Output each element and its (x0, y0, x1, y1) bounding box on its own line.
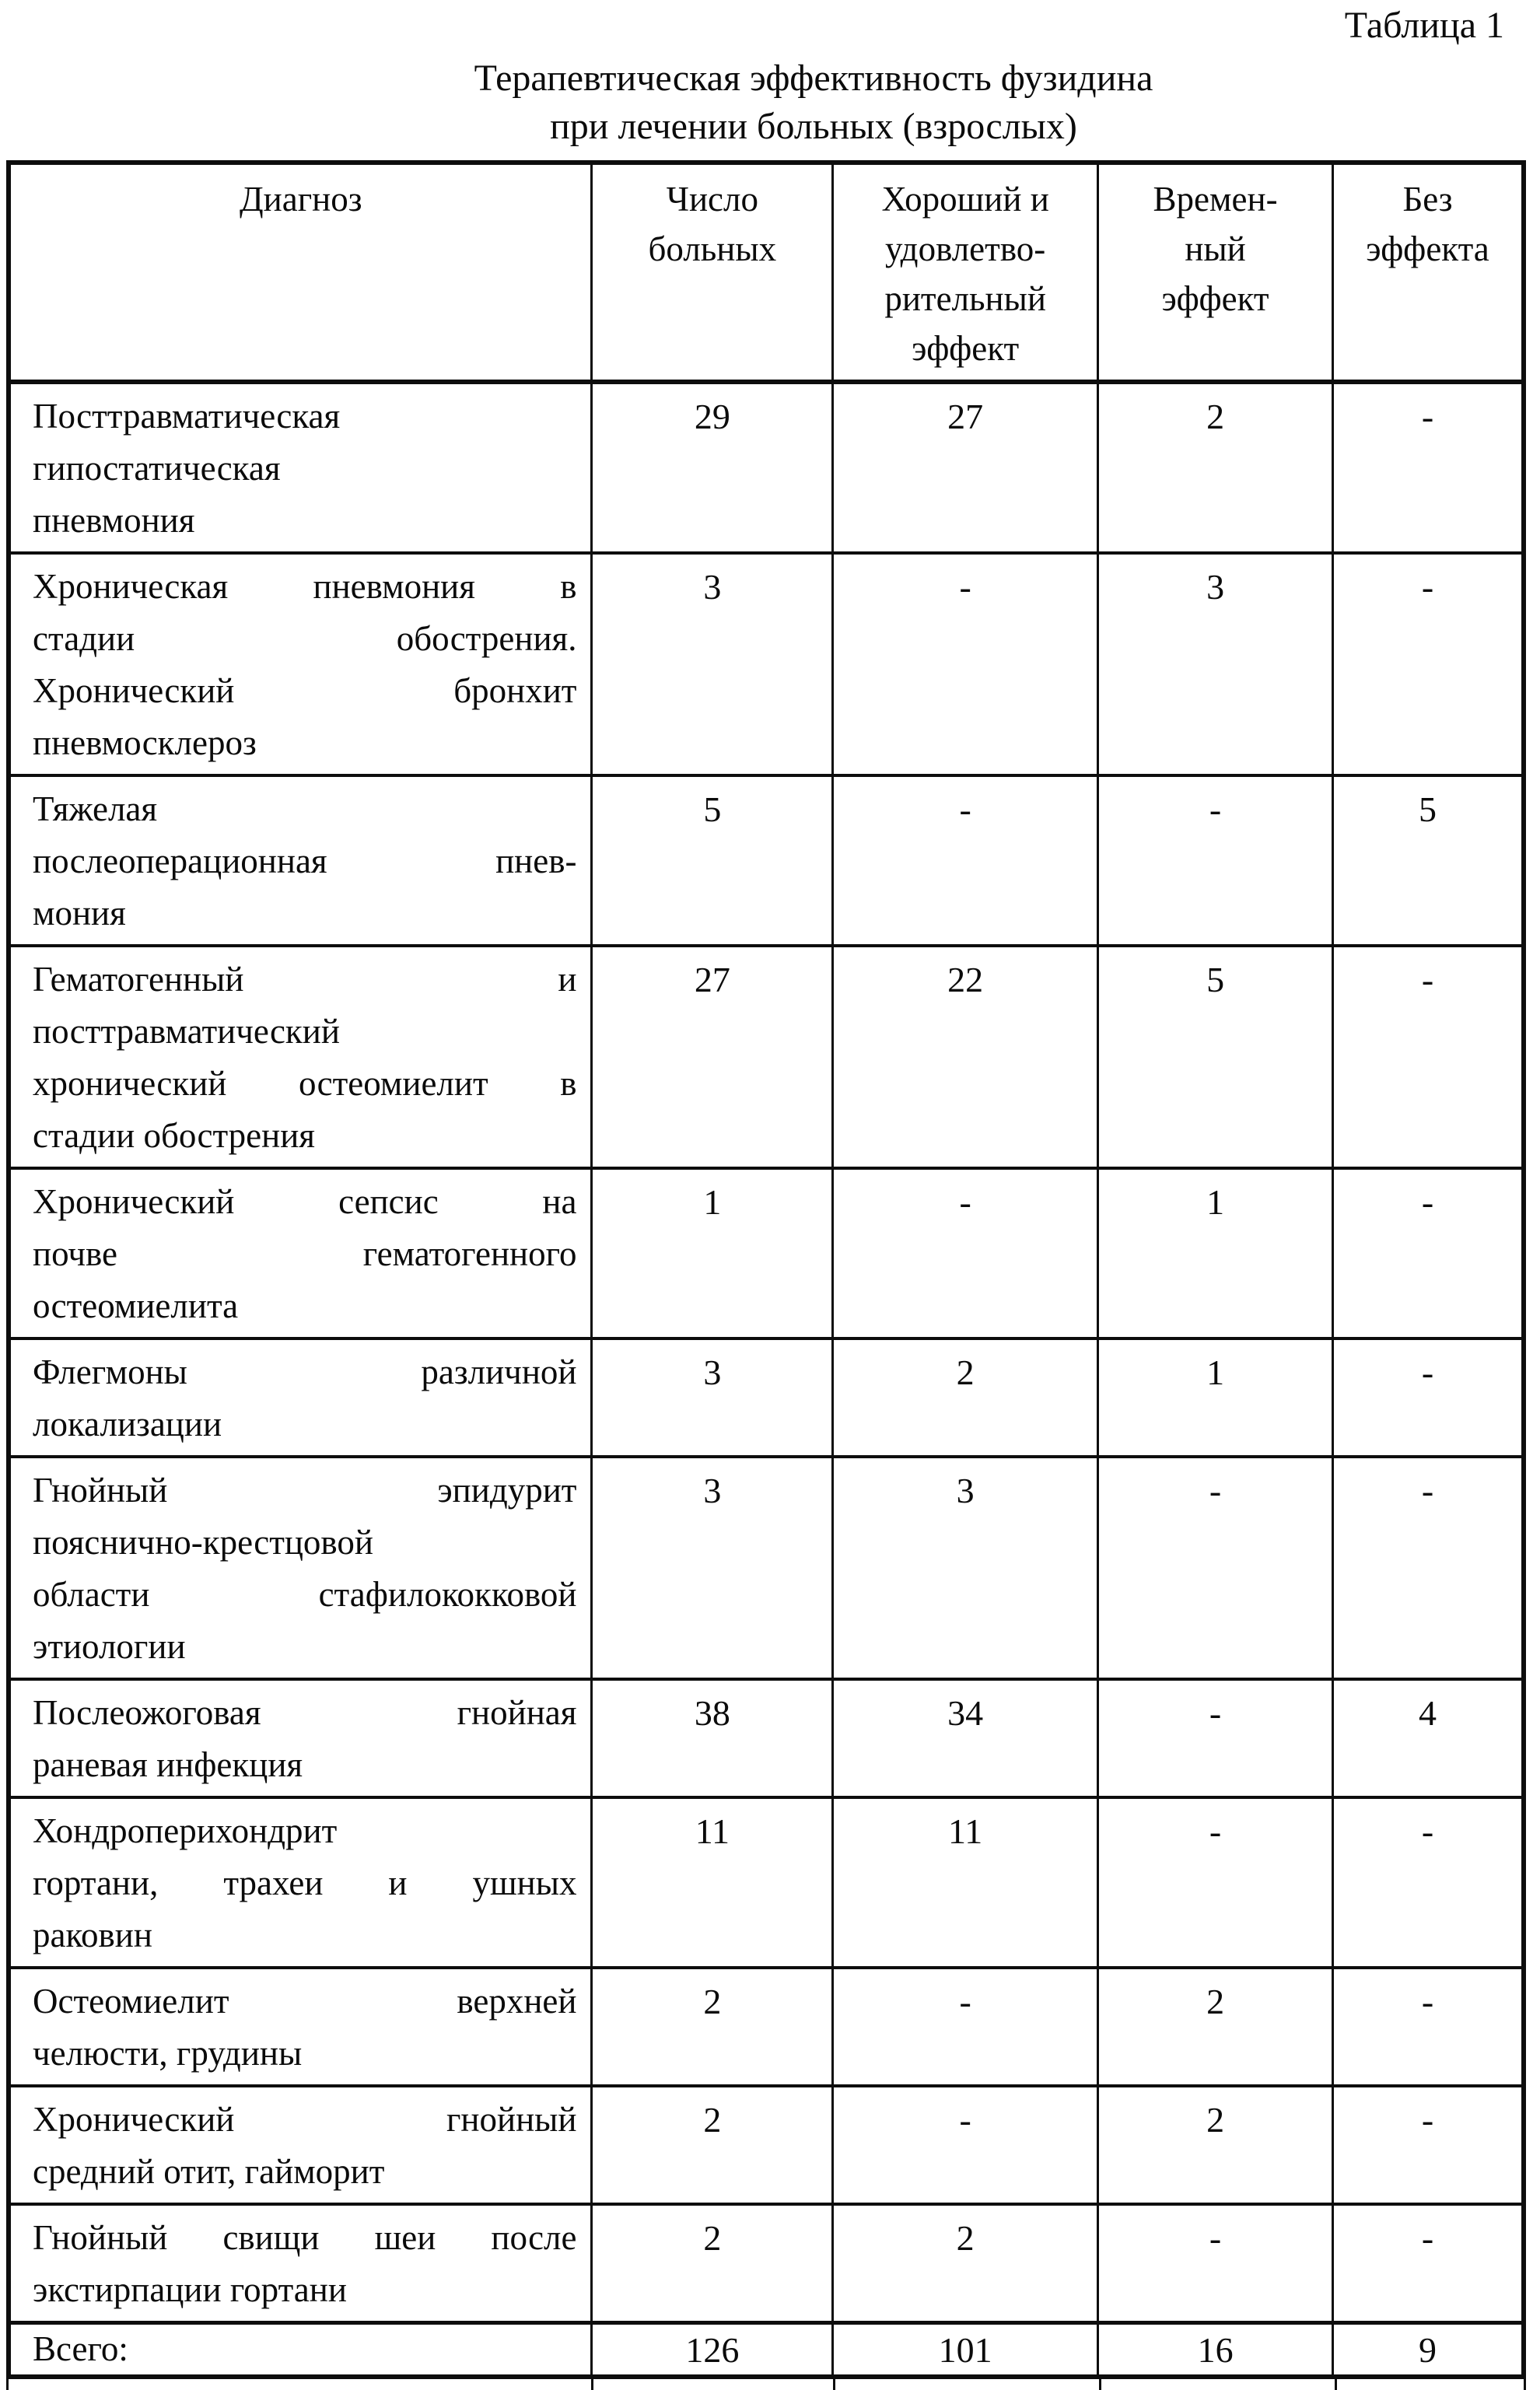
good-effect-cell: - (833, 1968, 1098, 2086)
no-effect-cell: - (1333, 382, 1524, 553)
good-effect-cell: - (833, 2086, 1098, 2204)
patients-count-cell: 3 (592, 1338, 833, 1457)
diagnosis-line: Хронический гнойный (33, 2100, 577, 2139)
document-title-line-1: Терапевтическая эффективность фузидина (474, 58, 1153, 99)
table-row (9, 946, 1524, 1168)
header-line: Число (666, 180, 758, 219)
table-row (9, 553, 1524, 775)
diagnosis-line: раковин (33, 1916, 152, 1954)
table-row (9, 1168, 1524, 1338)
no-effect-cell: - (1333, 2204, 1524, 2323)
table-continuation-stub (1099, 2379, 1101, 2390)
good-effect-cell: 22 (833, 946, 1098, 1168)
total-temporary-effect-cell: 16 (1098, 2323, 1333, 2378)
good-effect-cell: 2 (833, 1338, 1098, 1457)
diagnosis-line: Остеомиелит верхней (33, 1982, 577, 2021)
temporary-effect-cell: 1 (1098, 1168, 1333, 1338)
temporary-effect-cell: 1 (1098, 1338, 1333, 1457)
diagnosis-line: челюсти, грудины (33, 2034, 303, 2073)
patients-count-cell: 11 (592, 1797, 833, 1968)
diagnosis-cell (9, 1457, 592, 1679)
table-row (9, 1338, 1524, 1457)
header-line: удовлетво- (885, 229, 1046, 268)
no-effect-cell: - (1333, 2086, 1524, 2204)
no-effect-cell: - (1333, 1168, 1524, 1338)
temporary-effect-cell: 5 (1098, 946, 1333, 1168)
total-label-cell: Всего: (9, 2323, 592, 2378)
effectiveness-table (6, 160, 1526, 2379)
col-header-diagnosis (9, 163, 592, 382)
header-line: больных (648, 229, 777, 268)
diagnosis-line: стадии обострения (33, 1116, 316, 1155)
col-header-good-effect (833, 163, 1098, 382)
no-effect-cell: - (1333, 1797, 1524, 1968)
patients-count-cell: 27 (592, 946, 833, 1168)
diagnosis-line: Посттравматическая (33, 397, 341, 436)
header-line: ный (1185, 229, 1246, 268)
diagnosis-line: посттравматический (33, 1012, 340, 1051)
table-row (9, 1457, 1524, 1679)
diagnosis-line: Хронический сепсис на (33, 1182, 577, 1221)
diagnosis-line: Гнойный свищи шеи после (33, 2218, 577, 2257)
diagnosis-line: Хондроперихондрит (33, 1811, 338, 1850)
table-row (9, 2204, 1524, 2323)
diagnosis-line: Гематогенный и (33, 960, 577, 999)
patients-count-cell: 2 (592, 1968, 833, 2086)
header-line: Диагноз (239, 180, 362, 219)
table-row (9, 1968, 1524, 2086)
diagnosis-line: этиологии (33, 1627, 186, 1666)
diagnosis-line: хронический остеомиелит в (33, 1064, 577, 1103)
patients-count-cell: 5 (592, 775, 833, 946)
temporary-effect-cell: 3 (1098, 553, 1333, 775)
diagnosis-line: почве гематогенного (33, 1234, 577, 1273)
diagnosis-line: Послеожоговая гнойная (33, 1693, 577, 1732)
document-title (0, 54, 1540, 151)
good-effect-cell: - (833, 553, 1098, 775)
good-effect-cell: 34 (833, 1679, 1098, 1797)
total-patients-cell: 126 (592, 2323, 833, 2378)
temporary-effect-cell: - (1098, 1679, 1333, 1797)
diagnosis-cell (9, 382, 592, 553)
diagnosis-cell (9, 775, 592, 946)
col-header-patients (592, 163, 833, 382)
diagnosis-line: стадии обострения. (33, 619, 577, 658)
temporary-effect-cell: - (1098, 2204, 1333, 2323)
temporary-effect-cell: 2 (1098, 1968, 1333, 2086)
table-row (9, 775, 1524, 946)
header-line: рительный (884, 279, 1046, 318)
no-effect-cell: - (1333, 1968, 1524, 2086)
table-continuation-stubs (6, 2379, 1526, 2390)
diagnosis-cell (9, 2086, 592, 2204)
diagnosis-line: Флегмоны различной (33, 1352, 577, 1391)
diagnosis-line: пневмония (33, 501, 195, 540)
patients-count-cell: 3 (592, 553, 833, 775)
temporary-effect-cell: 2 (1098, 2086, 1333, 2204)
diagnosis-line: раневая инфекция (33, 1745, 303, 1784)
diagnosis-line: Хроническая пневмония в (33, 567, 577, 606)
table-continuation-stub (1524, 2379, 1526, 2390)
document-title-line-2: при лечении больных (взрослых) (550, 106, 1077, 147)
diagnosis-line: средний отит, гайморит (33, 2152, 385, 2191)
diagnosis-cell (9, 1797, 592, 1968)
total-no-effect-cell: 9 (1333, 2323, 1524, 2378)
diagnosis-line: Тяжелая (33, 789, 158, 828)
table-row (9, 1679, 1524, 1797)
diagnosis-line: послеоперационная пнев- (33, 842, 577, 880)
temporary-effect-cell: - (1098, 1457, 1333, 1679)
diagnosis-line: области стафилококковой (33, 1575, 577, 1614)
patients-count-cell: 29 (592, 382, 833, 553)
temporary-effect-cell: 2 (1098, 382, 1333, 553)
table-continuation-stub (591, 2379, 593, 2390)
diagnosis-cell (9, 1679, 592, 1797)
table-number-label: Таблица 1 (1344, 5, 1504, 46)
header-line: эффект (1161, 279, 1269, 318)
patients-count-cell: 2 (592, 2204, 833, 2323)
diagnosis-cell (9, 553, 592, 775)
no-effect-cell: - (1333, 1338, 1524, 1457)
good-effect-cell: 3 (833, 1457, 1098, 1679)
no-effect-cell: 5 (1333, 775, 1524, 946)
total-row (9, 2323, 1524, 2378)
patients-count-cell: 1 (592, 1168, 833, 1338)
diagnosis-line: локализации (33, 1405, 222, 1443)
table-continuation-stub (6, 2379, 9, 2390)
diagnosis-cell (9, 1968, 592, 2086)
good-effect-cell: - (833, 1168, 1098, 1338)
total-good-effect-cell: 101 (833, 2323, 1098, 2378)
diagnosis-cell (9, 1338, 592, 1457)
table-row (9, 382, 1524, 553)
temporary-effect-cell: - (1098, 775, 1333, 946)
good-effect-cell: 11 (833, 1797, 1098, 1968)
header-line: Времен- (1153, 180, 1278, 219)
diagnosis-line: Хронический бронхит (33, 671, 577, 710)
diagnosis-line: экстирпации гортани (33, 2270, 347, 2309)
good-effect-cell: 27 (833, 382, 1098, 553)
table-row (9, 2086, 1524, 2204)
table-continuation-stub (833, 2379, 835, 2390)
no-effect-cell: - (1333, 553, 1524, 775)
diagnosis-line: пневмосклероз (33, 723, 257, 762)
good-effect-cell: 2 (833, 2204, 1098, 2323)
patients-count-cell: 2 (592, 2086, 833, 2204)
diagnosis-line: пояснично-крестцовой (33, 1523, 373, 1562)
table-row (9, 1797, 1524, 1968)
col-header-temporary-effect (1098, 163, 1333, 382)
header-line: Без (1402, 180, 1453, 219)
header-line: Хороший и (881, 180, 1049, 219)
diagnosis-cell (9, 946, 592, 1168)
diagnosis-line: остеомиелита (33, 1286, 239, 1325)
no-effect-cell: - (1333, 946, 1524, 1168)
no-effect-cell: - (1333, 1457, 1524, 1679)
diagnosis-line: Гнойный эпидурит (33, 1471, 577, 1510)
header-line: эффект (912, 329, 1020, 368)
header-line: эффекта (1366, 229, 1489, 268)
col-header-no-effect (1333, 163, 1524, 382)
patients-count-cell: 3 (592, 1457, 833, 1679)
no-effect-cell: 4 (1333, 1679, 1524, 1797)
diagnosis-line: мония (33, 894, 126, 933)
table-continuation-stub (1335, 2379, 1337, 2390)
diagnosis-line: гортани, трахеи и ушных (33, 1863, 577, 1902)
good-effect-cell: - (833, 775, 1098, 946)
patients-count-cell: 38 (592, 1679, 833, 1797)
diagnosis-cell (9, 1168, 592, 1338)
header-row (9, 163, 1524, 382)
diagnosis-cell (9, 2204, 592, 2323)
diagnosis-line: гипостатическая (33, 449, 281, 488)
temporary-effect-cell: - (1098, 1797, 1333, 1968)
